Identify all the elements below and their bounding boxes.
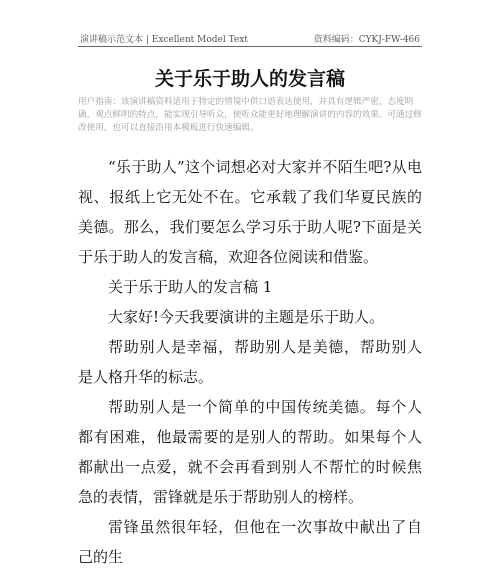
header-divider	[78, 46, 422, 47]
document-title: 关于乐于助人的发言稿	[154, 68, 345, 90]
body-paragraph: 帮助别人是一个简单的中国传统美德。每个人都有困难，他最需要的是别人的帮助。如果每个人都献出一点爱，就不会再看到别人不帮忙的时候焦急的表情，雷锋就是乐于帮助别人的榜样。	[78, 398, 422, 506]
user-guide-text: 用户指南：该演讲稿资料适用于特定的情境中供口语表达使用，并具有逻辑严密，态度明确，观点鲜明的特点，能实现引导听众，使听众能更好地理解演讲的内容的效果。可通过修改使用，也可以直接沿用本模板进行快速编辑。	[78, 97, 422, 133]
body-paragraph: 大家好!今天我要演讲的主题是乐于助人。	[108, 308, 385, 326]
section-heading: 关于乐于助人的发言稿 1	[108, 278, 273, 296]
page-header	[78, 32, 422, 46]
body-paragraph: 帮助别人是幸福，帮助别人是美德，帮助别人是人格升华的标志。	[78, 338, 422, 386]
document-code: 资料编码：CYKJ-FW-466	[313, 35, 420, 45]
body-paragraph: 雷锋虽然很年轻，但他在一次事故中献出了自己的生	[78, 518, 422, 566]
intro-paragraph: “乐于助人”这个词想必对大家并不陌生吧?从电视、报纸上它无处不在。它承载了我们华夏民族的美德。那么，我们要怎么学习乐于助人呢?下面是关于乐于助人的发言稿，欢迎各位阅读和借鉴。	[78, 158, 422, 266]
header-left-text: 演讲稿示范文本 | Excellent Model Text	[80, 35, 248, 45]
document-body	[78, 152, 422, 572]
